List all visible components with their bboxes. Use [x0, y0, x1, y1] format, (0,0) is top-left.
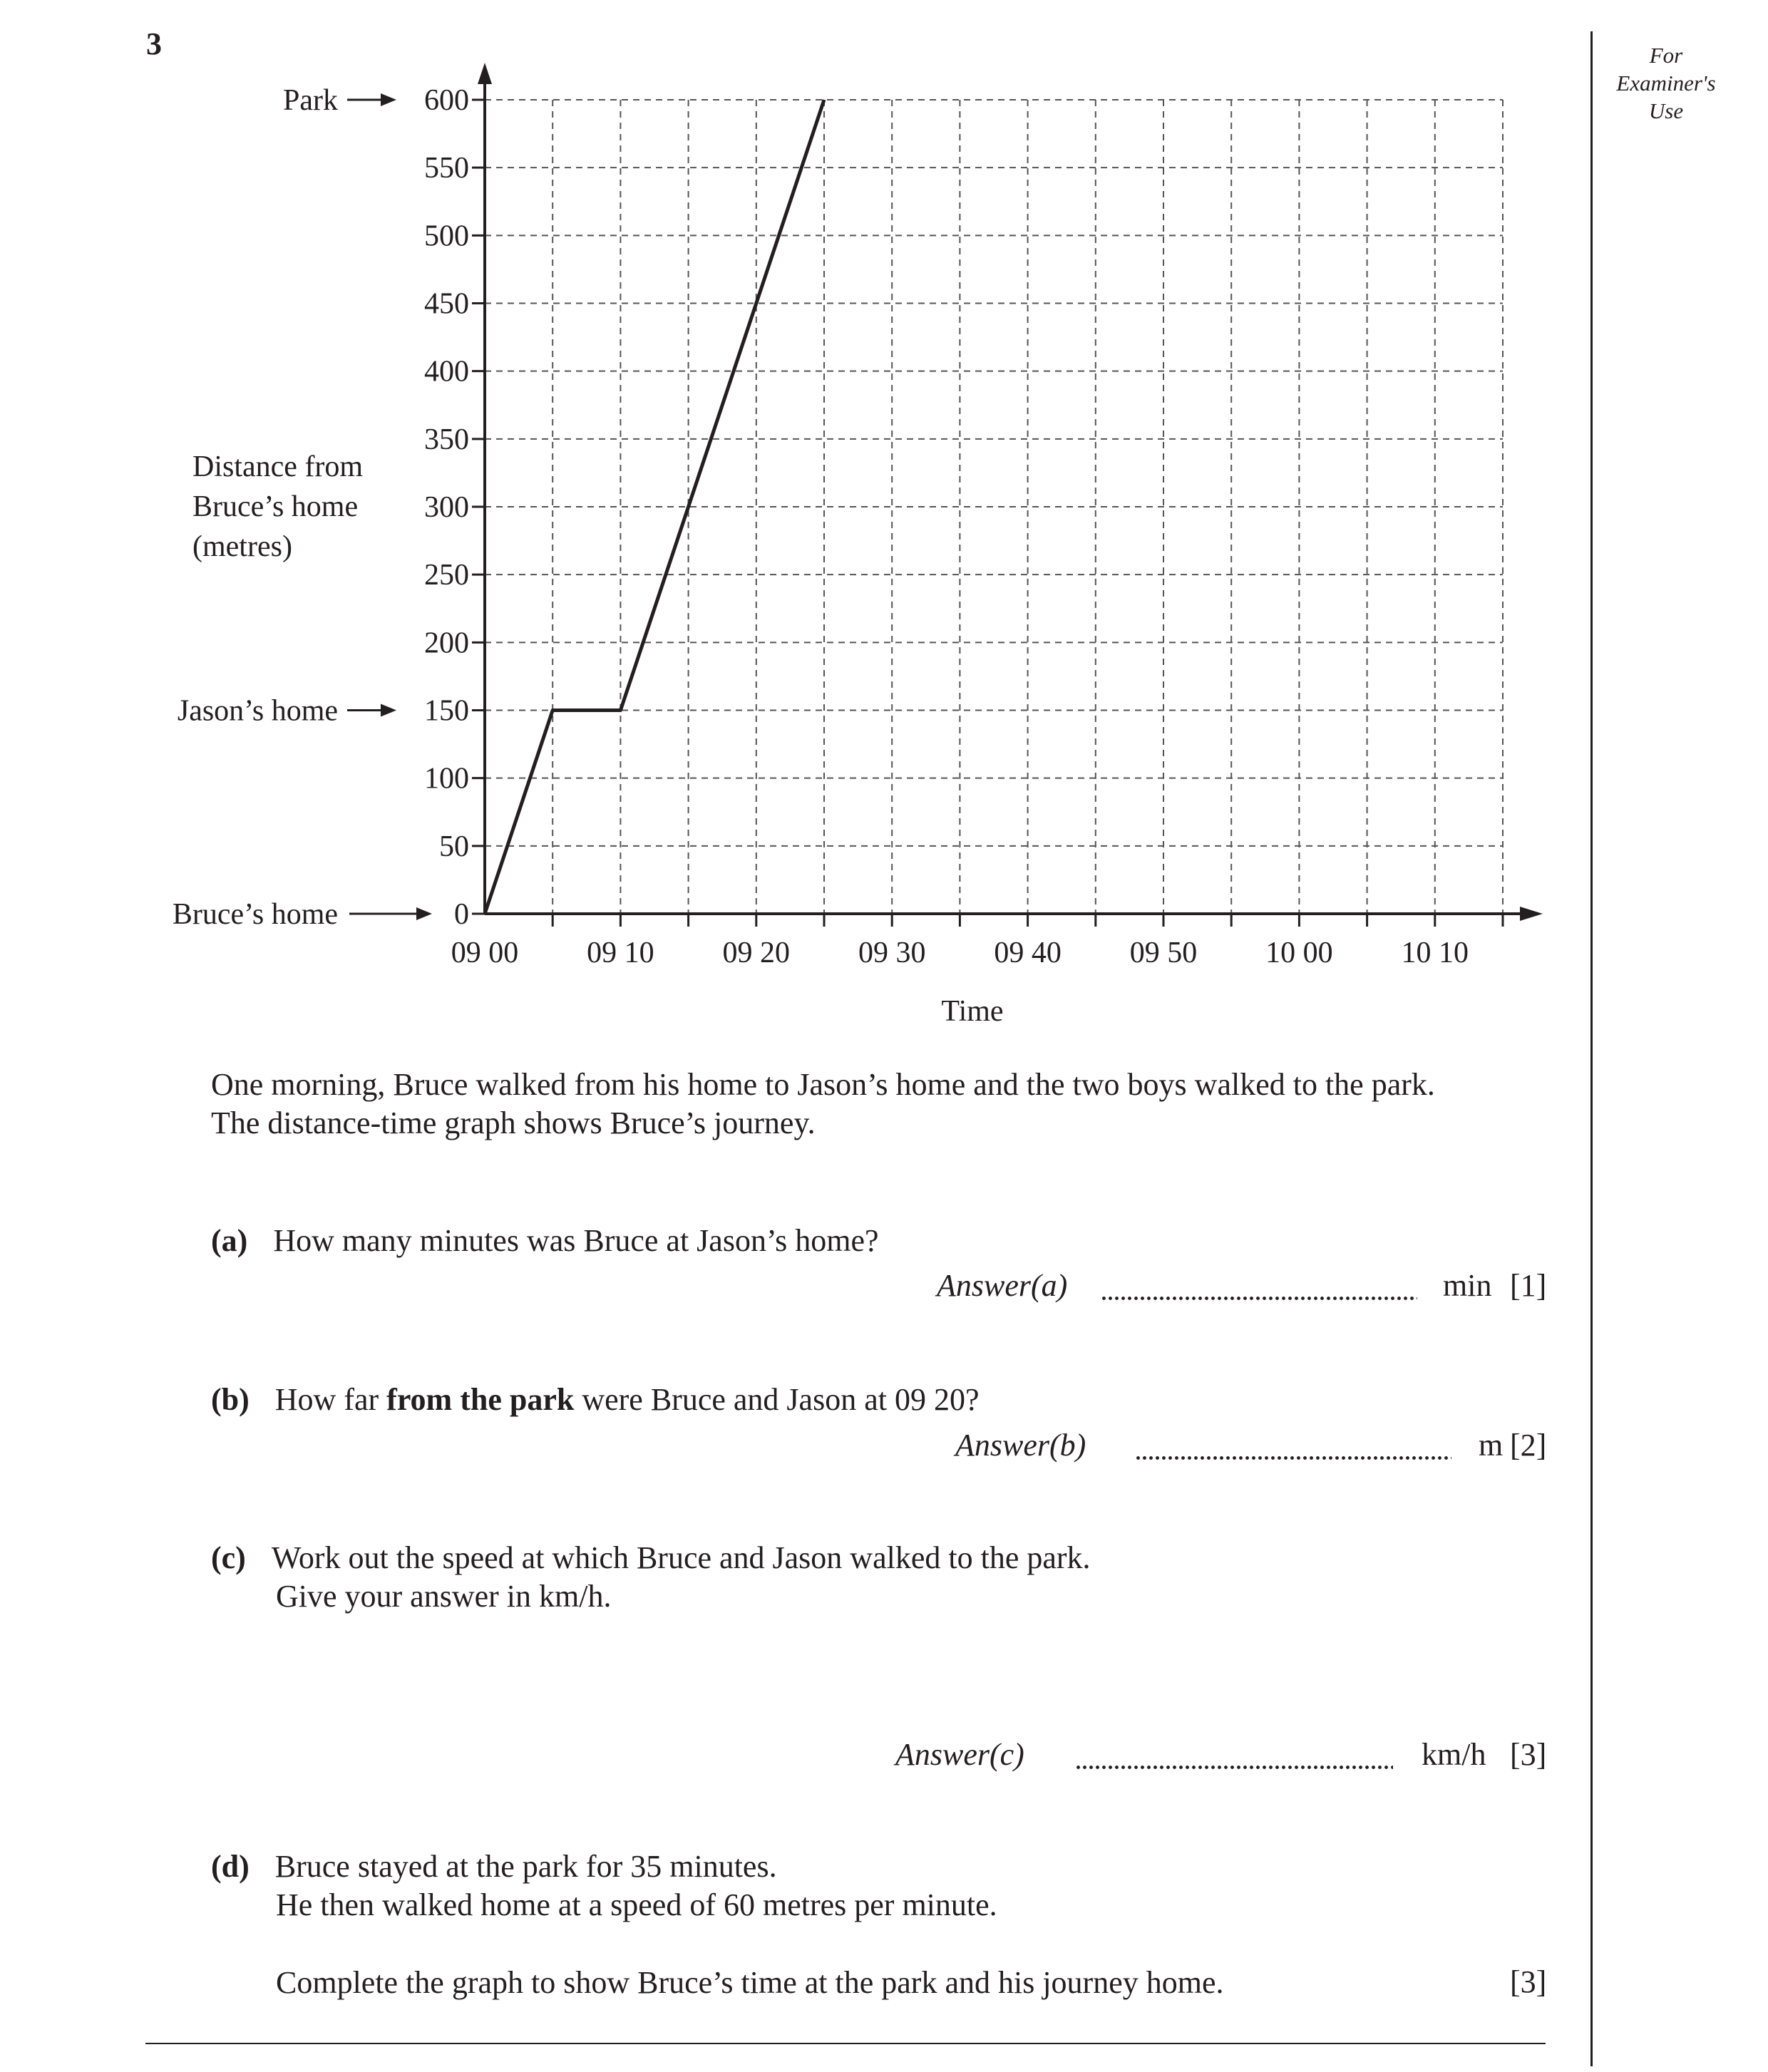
answer-b-field[interactable] — [1135, 1455, 1451, 1460]
question-c-line-2: Give your answer in km/h. — [276, 1579, 612, 1614]
answer-a-label: Answer(a) — [937, 1268, 1068, 1303]
question-d-line-3: Complete the graph to show Bruce’s time at the park and his journey home. — [276, 1965, 1224, 2000]
chart-grid — [485, 100, 1503, 914]
answer-a-field[interactable] — [1101, 1296, 1417, 1301]
marks-b: [2] — [1510, 1428, 1547, 1463]
x-tick-label: 10 00 — [1265, 937, 1333, 969]
answer-b-label: Answer(b) — [955, 1428, 1086, 1463]
y-tick-label: 200 — [424, 627, 469, 660]
answer-c-label: Answer(c) — [895, 1737, 1024, 1772]
examiner-margin-rule — [1590, 31, 1593, 2066]
y-tick-label: 350 — [424, 423, 469, 456]
question-c — [211, 1539, 1091, 1616]
question-a-text: How many minutes was Bruce at Jason’s home? — [273, 1223, 879, 1258]
x-tick-label: 09 40 — [994, 937, 1062, 969]
question-a — [211, 1222, 879, 1260]
y-axis-title-line: Distance from — [192, 450, 364, 483]
question-d — [211, 1847, 997, 1924]
y-tick-label: 100 — [424, 762, 469, 795]
x-tick-label: 09 20 — [722, 937, 791, 969]
x-axis-arrow — [1520, 907, 1543, 921]
question-b-text-2: were Bruce and Jason at 09 20? — [574, 1382, 980, 1417]
y-tick-label: 550 — [424, 152, 469, 185]
x-tick-label: 09 00 — [451, 937, 519, 969]
y-tick-label: 450 — [424, 287, 469, 321]
x-tick-label: 09 10 — [587, 937, 654, 969]
y-axis-title-line: (metres) — [192, 530, 292, 563]
question-d-label: (d) — [211, 1849, 250, 1884]
y-tick-label: 600 — [424, 84, 469, 117]
page-bottom-rule — [145, 2043, 1546, 2044]
answer-c-unit: km/h — [1422, 1737, 1486, 1772]
intro-line-1: One morning, Bruce walked from his home to Jason’s home and the two boys walked to the park. — [211, 1067, 1435, 1102]
y-axis-title-line: Bruce’s home — [192, 490, 359, 523]
y-tick-label: 500 — [424, 220, 469, 253]
question-b-label: (b) — [211, 1382, 250, 1417]
examiner-line-1: For — [1649, 43, 1683, 68]
annotation-label: Jason’s home — [177, 694, 338, 728]
examiner-line-2: Examiner's — [1616, 71, 1716, 96]
x-tick-label: 09 30 — [858, 937, 926, 969]
y-tick-label: 0 — [454, 898, 469, 931]
y-tick-label: 400 — [424, 355, 469, 388]
question-b-text-1: How far — [274, 1382, 387, 1417]
y-tick-label: 250 — [424, 559, 469, 592]
annotation-arrow-head — [381, 704, 396, 717]
examiner-line-3: Use — [1648, 98, 1684, 123]
y-tick-label: 150 — [424, 694, 469, 728]
answer-c-field[interactable] — [1075, 1765, 1393, 1770]
answer-a-unit: min — [1443, 1268, 1492, 1303]
question-d-line-1: Bruce stayed at the park for 35 minutes. — [274, 1849, 777, 1884]
examiner-use-label — [1591, 41, 1741, 125]
annotation-label: Park — [283, 84, 338, 117]
x-axis-title: Time — [941, 995, 1004, 1028]
question-number: 3 — [146, 26, 162, 61]
y-tick-label: 300 — [424, 491, 469, 524]
intro-text — [211, 1066, 1435, 1143]
marks-c: [3] — [1510, 1737, 1547, 1772]
answer-b-unit: m — [1479, 1428, 1504, 1463]
question-d-line-2: He then walked home at a speed of 60 metres per minute. — [276, 1887, 997, 1922]
question-b-text-bold: from the park — [386, 1382, 575, 1417]
y-axis-ticks — [424, 84, 485, 931]
x-tick-label: 09 50 — [1129, 937, 1198, 969]
question-c-line-1: Work out the speed at which Bruce and Jason walked to the park. — [271, 1540, 1091, 1575]
marks-a: [1] — [1510, 1268, 1547, 1303]
question-a-label: (a) — [211, 1223, 248, 1258]
annotation-arrow-head — [416, 907, 432, 920]
chart-axes — [478, 63, 1543, 921]
marks-d: [3] — [1510, 1964, 1547, 1999]
y-tick-label: 50 — [439, 830, 469, 863]
annotation-label: Bruce’s home — [172, 898, 338, 931]
y-axis-title — [192, 450, 363, 563]
question-b — [211, 1381, 979, 1419]
intro-line-2: The distance-time graph shows Bruce’s journey. — [211, 1105, 816, 1140]
y-axis-arrow — [478, 63, 492, 84]
x-tick-label: 10 10 — [1401, 937, 1469, 969]
question-c-label: (c) — [211, 1540, 246, 1575]
x-axis-ticks — [451, 914, 1503, 969]
distance-time-graph — [0, 0, 1568, 1055]
annotation-arrow-head — [381, 93, 396, 106]
